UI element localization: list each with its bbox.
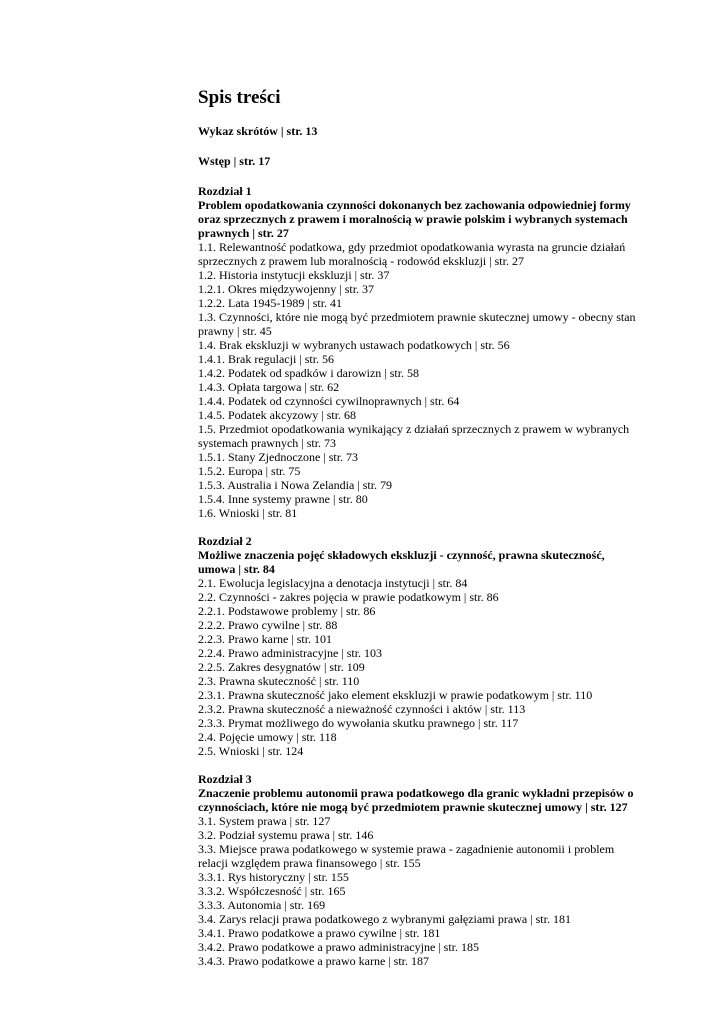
chapter-title[interactable]: Problem opodatkowania czynności dokonanych bez zachowania odpowiedniej formy oraz sprzecznych z prawem i moralnością w prawie polskim i wybranych systemach prawnych | str. 27 bbox=[198, 198, 631, 240]
toc-item[interactable]: 1.4.1. Brak regulacji | str. 56 bbox=[198, 352, 335, 366]
toc-item[interactable]: 1.2.2. Lata 1945-1989 | str. 41 bbox=[198, 296, 343, 310]
toc-item[interactable]: 2.2.2. Prawo cywilne | str. 88 bbox=[198, 618, 338, 632]
toc-item[interactable]: 1.5.1. Stany Zjednoczone | str. 73 bbox=[198, 450, 359, 464]
toc-item[interactable]: 2.2.3. Prawo karne | str. 101 bbox=[198, 632, 333, 646]
toc-item[interactable]: 3.3.2. Współczesność | str. 165 bbox=[198, 884, 346, 898]
chapter-3 bbox=[198, 772, 638, 968]
chapter-1 bbox=[198, 184, 638, 520]
toc-item[interactable]: 1.5. Przedmiot opodatkowania wynikający z działań sprzecznych z prawem w wybranych systemach prawnych | str. 73 bbox=[198, 422, 630, 450]
chapter-2 bbox=[198, 534, 638, 758]
toc-item[interactable]: 1.4.5. Podatek akcyzowy | str. 68 bbox=[198, 408, 357, 422]
toc-item[interactable]: 3.4.2. Prawo podatkowe a prawo administracyjne | str. 185 bbox=[198, 940, 480, 954]
page-title: Spis treści bbox=[198, 87, 281, 108]
toc-item[interactable]: 1.4. Brak ekskluzji w wybranych ustawach podatkowych | str. 56 bbox=[198, 338, 510, 352]
toc-item[interactable]: 2.2.4. Prawo administracyjne | str. 103 bbox=[198, 646, 383, 660]
toc-item[interactable]: 3.1. System prawa | str. 127 bbox=[198, 814, 331, 828]
toc-item[interactable]: 2.3. Prawna skuteczność | str. 110 bbox=[198, 674, 360, 688]
toc-item[interactable]: 3.3.3. Autonomia | str. 169 bbox=[198, 898, 326, 912]
toc-item[interactable]: 2.5. Wnioski | str. 124 bbox=[198, 744, 304, 758]
toc-item[interactable]: 3.3. Miejsce prawa podatkowego w systemie prawa - zagadnienie autonomii i problem relacji względem prawa finansowego | str. 155 bbox=[198, 842, 615, 870]
toc-item[interactable]: 2.3.2. Prawna skuteczność a nieważność czynności i aktów | str. 113 bbox=[198, 702, 526, 716]
toc-item[interactable]: 1.5.3. Australia i Nowa Zelandia | str. 79 bbox=[198, 478, 393, 492]
chapter-label: Rozdział 1 bbox=[198, 184, 252, 198]
toc-item[interactable]: 2.2. Czynności - zakres pojęcia w prawie podatkowym | str. 86 bbox=[198, 590, 499, 604]
toc-item[interactable]: 2.3.1. Prawna skuteczność jako element ekskluzji w prawie podatkowym | str. 110 bbox=[198, 688, 593, 702]
chapter-label: Rozdział 2 bbox=[198, 534, 252, 548]
toc-item[interactable]: 1.4.4. Podatek od czynności cywilnoprawnych | str. 64 bbox=[198, 394, 460, 408]
toc-item[interactable]: 3.4. Zarys relacji prawa podatkowego z wybranymi gałęziami prawa | str. 181 bbox=[198, 912, 571, 926]
toc-item[interactable]: 2.2.5. Zakres desygnatów | str. 109 bbox=[198, 660, 365, 674]
toc-item[interactable]: 3.2. Podział systemu prawa | str. 146 bbox=[198, 828, 374, 842]
toc-entry-abbreviations[interactable]: Wykaz skrótów | str. 13 bbox=[198, 124, 318, 138]
toc-item[interactable]: 1.4.2. Podatek od spadków i darowizn | str. 58 bbox=[198, 366, 420, 380]
toc-item[interactable]: 1.1. Relewantność podatkowa, gdy przedmiot opodatkowania wyrasta na gruncie działań sprzecznych z prawem lub moralnością - rodowód ekskluzji | str. 27 bbox=[198, 240, 626, 268]
toc-item[interactable]: 1.5.4. Inne systemy prawne | str. 80 bbox=[198, 492, 368, 506]
toc-item[interactable]: 1.2.1. Okres międzywojenny | str. 37 bbox=[198, 282, 375, 296]
toc-item[interactable]: 3.4.1. Prawo podatkowe a prawo cywilne | str. 181 bbox=[198, 926, 441, 940]
toc-item[interactable]: 2.1. Ewolucja legislacyjna a denotacja instytucji | str. 84 bbox=[198, 576, 468, 590]
toc-item[interactable]: 1.4.3. Opłata targowa | str. 62 bbox=[198, 380, 340, 394]
chapter-title[interactable]: Możliwe znaczenia pojęć składowych ekskluzji - czynność, prawna skuteczność, umowa | str. 84 bbox=[198, 548, 605, 576]
toc-item[interactable]: 1.2. Historia instytucji ekskluzji | str. 37 bbox=[198, 268, 390, 282]
toc-item[interactable]: 2.4. Pojęcie umowy | str. 118 bbox=[198, 730, 337, 744]
toc-item[interactable]: 3.3.1. Rys historyczny | str. 155 bbox=[198, 870, 349, 884]
toc-item[interactable]: 1.5.2. Europa | str. 75 bbox=[198, 464, 301, 478]
table-of-contents bbox=[198, 86, 638, 982]
chapter-title[interactable]: Znaczenie problemu autonomii prawa podatkowego dla granic wykładni przepisów o czynnościach, które nie mogą być przedmiotem prawnie skutecznej umowy | str. 127 bbox=[198, 786, 634, 814]
toc-item[interactable]: 2.2.1. Podstawowe problemy | str. 86 bbox=[198, 604, 376, 618]
chapter-label: Rozdział 3 bbox=[198, 772, 252, 786]
toc-item[interactable]: 3.4.3. Prawo podatkowe a prawo karne | str. 187 bbox=[198, 954, 430, 968]
toc-item[interactable]: 1.3. Czynności, które nie mogą być przedmiotem prawnie skutecznej umowy - obecny stan prawny | str. 45 bbox=[198, 310, 636, 338]
toc-entry-introduction[interactable]: Wstęp | str. 17 bbox=[198, 154, 271, 168]
toc-item[interactable]: 2.3.3. Prymat możliwego do wywołania skutku prawnego | str. 117 bbox=[198, 716, 519, 730]
toc-item[interactable]: 1.6. Wnioski | str. 81 bbox=[198, 506, 298, 520]
